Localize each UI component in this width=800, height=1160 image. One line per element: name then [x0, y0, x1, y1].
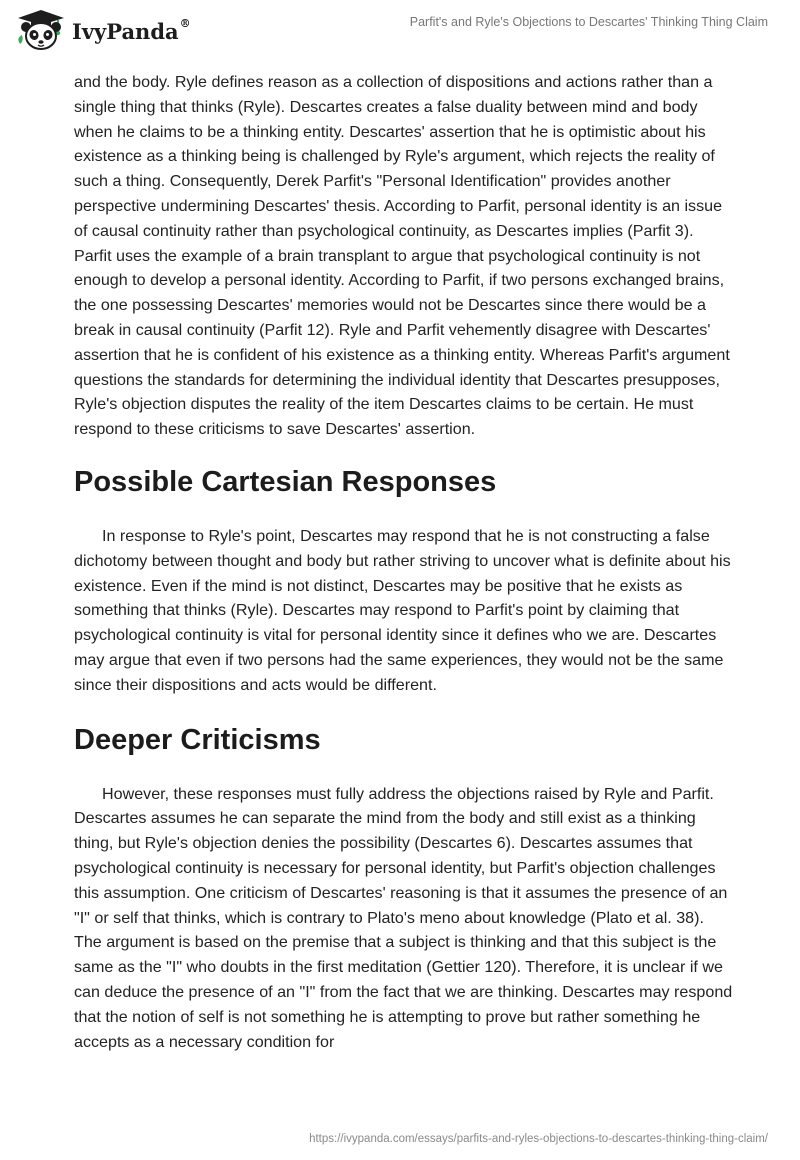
- body-paragraph: and the body. Ryle defines reason as a collection of dispositions and actions rather than a single thing that thinks (Ryle). Descartes creates a false duality between mind and body when he claims to be a thinking entity. Descartes' assertion that he is optimistic about his existence as a thinking being is challenged by Ryle's argument, which rejects the reality of such a thing. Consequently, Derek Parfit's "Personal Identification" provides another perspective undermining Descartes' thesis. According to Parfit, personal identity is an issue of causal continuity rather than psychological continuity, as Descartes implies (Parfit 3). Parfit uses the example of a brain transplant to argue that psychological continuity is not enough to develop a personal identity. According to Parfit, if two persons exchanged brains, the one possessing Descartes' memories would not be Descartes since there would be a break in causal continuity (Parfit 12). Ryle and Parfit vehemently disagree with Descartes' assertion that he is confident of his existence as a thinking entity. Whereas Parfit's argument questions the standards for determining the individual identity that Descartes presupposes, Ryle's objection disputes the reality of the item Descartes claims to be certain. He must respond to these criticisms to save Descartes' assertion.: [74, 73, 730, 439]
- ivypanda-logo[interactable]: [14, 8, 191, 52]
- body-paragraph: In response to Ryle's point, Descartes may respond that he is not constructing a false dichotomy between thought and body but rather striving to uncover what is definite about his existence. Even if the mind is not distinct, Descartes may be positive that he exists as something that thinks (Ryle). Descartes may respond to Parfit's point by claiming that psychological continuity is vital for personal identity since it defines who we are. Descartes may argue that even if two persons had the same experiences, they would not be the same since their dispositions and acts would be different.: [74, 526, 731, 694]
- document-title: Parfit's and Ryle's Objections to Descartes' Thinking Thing Claim: [409, 15, 768, 29]
- section-heading: Possible Cartesian Responses: [74, 465, 497, 498]
- registered-mark: ®: [179, 16, 191, 30]
- brand-name: [72, 16, 191, 44]
- essay-content: [74, 70, 734, 1054]
- body-paragraph: However, these responses must fully address the objections raised by Ryle and Parfit. Descartes assumes he can separate the mind from the body and still exist as a thinking thing, but Ryle's objection denies the possibility (Descartes 6). Descartes assumes that psychological continuity is necessary for personal identity, but Parfit's objection challenges this assumption. One criticism of Descartes' reasoning is that it assumes the presence of an "I" or self that thinks, which is contrary to Plato's meno about knowledge (Plato et al. 38). The argument is based on the premise that a subject is thinking and that this subject is the same as the "I" who doubts in the first meditation (Gettier 120). Therefore, it is unclear if we can deduce the presence of an "I" from the fact that we are thinking. Descartes may respond that the notion of self is not something he is attempting to prove but rather something he accepts as a necessary condition for: [74, 784, 733, 1051]
- section-heading: Deeper Criticisms: [74, 723, 321, 756]
- source-url-link[interactable]: https://ivypanda.com/essays/parfits-and-ryles-objections-to-descartes-thinking-thing-claim/: [309, 1133, 768, 1145]
- page-header: [0, 0, 800, 60]
- panda-graduate-icon: [14, 8, 68, 52]
- brand-name-text: IvyPanda: [72, 18, 179, 44]
